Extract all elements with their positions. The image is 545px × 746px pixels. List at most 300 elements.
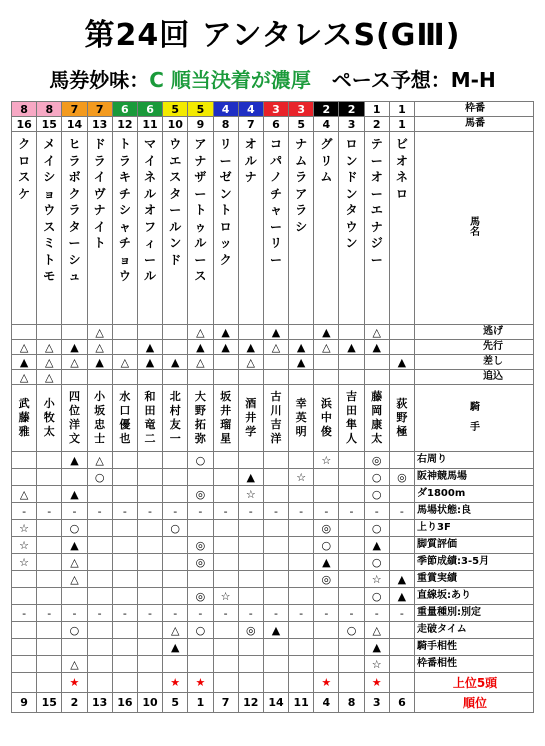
rank-cell: 8: [339, 693, 364, 713]
sashi-mark: ▲: [87, 355, 112, 370]
factor-mark: [263, 452, 288, 469]
waku-cell: 8: [12, 102, 37, 117]
waku-cell: 3: [289, 102, 314, 117]
factor-mark: [339, 520, 364, 537]
factor-mark: [137, 656, 162, 673]
sashi-mark: △: [238, 355, 263, 370]
horse-name: メ イ シ ョ ウ ス ミ ト モ: [43, 137, 56, 283]
factor-mark: [389, 622, 414, 639]
factor-mark: [137, 469, 162, 486]
factor-mark: [87, 588, 112, 605]
factor-mark: [289, 656, 314, 673]
oikomi-mark: [263, 370, 288, 385]
factor-mark: [163, 656, 188, 673]
factor-mark: [289, 554, 314, 571]
rank-cell: 4: [314, 693, 339, 713]
waku-cell: 5: [163, 102, 188, 117]
top5-star: ★: [163, 673, 188, 693]
factor-mark: [389, 656, 414, 673]
factor-mark: ◎: [188, 486, 213, 503]
sashi-mark: ▲: [289, 355, 314, 370]
factor-label: 枠番相性: [415, 656, 534, 673]
horse-name: ヒ ラ ボ ク ラ タ ー シ ュ: [68, 137, 81, 283]
factor-mark: -: [213, 503, 238, 520]
factor-mark: △: [62, 554, 87, 571]
waku-cell: 4: [238, 102, 263, 117]
horse-name: ナ ム ラ ア ラ シ: [295, 137, 308, 234]
factor-mark: ◎: [188, 554, 213, 571]
nige-mark: [389, 325, 414, 340]
sashi-mark: [314, 355, 339, 370]
factor-mark: [112, 656, 137, 673]
factor-mark: ○: [364, 588, 389, 605]
horse-name: オ ル ナ: [244, 137, 257, 184]
factor-mark: [12, 571, 37, 588]
senko-mark: ▲: [62, 340, 87, 355]
senko-mark: △: [12, 340, 37, 355]
factor-mark: ○: [314, 537, 339, 554]
rank-cell: 12: [238, 693, 263, 713]
horse-name: グ リ ム: [320, 137, 333, 184]
umaban-cell: 4: [314, 117, 339, 132]
factor-label: 走破タイム: [415, 622, 534, 639]
horse-name: ド ラ イ ヴ ナ イ ト: [93, 137, 106, 250]
factor-mark: -: [37, 503, 62, 520]
factor-mark: -: [62, 605, 87, 622]
nige-mark: [112, 325, 137, 340]
factor-mark: -: [12, 605, 37, 622]
factor-mark: [188, 469, 213, 486]
factor-mark: -: [37, 605, 62, 622]
rank-cell: 9: [12, 693, 37, 713]
senko-mark: △: [263, 340, 288, 355]
factor-mark: [112, 588, 137, 605]
factor-mark: [137, 622, 162, 639]
factor-mark: ▲: [364, 537, 389, 554]
factor-mark: [87, 622, 112, 639]
factor-mark: [238, 571, 263, 588]
senko-mark: △: [314, 340, 339, 355]
factor-mark: [263, 537, 288, 554]
sashi-mark: △: [37, 355, 62, 370]
jockey-name: 水 口 優 也: [119, 390, 131, 445]
factor-mark: -: [112, 605, 137, 622]
factor-mark: [238, 554, 263, 571]
factor-mark: [314, 656, 339, 673]
senko-mark: ▲: [339, 340, 364, 355]
oikomi-label: 追込: [415, 370, 534, 385]
factor-mark: -: [137, 503, 162, 520]
horse-name: ウ エ ス タ ー ル ン ド: [169, 137, 182, 267]
sashi-mark: [364, 355, 389, 370]
oikomi-mark: [137, 370, 162, 385]
factor-mark: [37, 571, 62, 588]
factor-mark: ◎: [389, 469, 414, 486]
waku-cell: 1: [389, 102, 414, 117]
factor-row-5: [12, 537, 534, 554]
factor-mark: [238, 452, 263, 469]
senko-mark: ▲: [289, 340, 314, 355]
rank-cell: 13: [87, 693, 112, 713]
oikomi-mark: [238, 370, 263, 385]
factor-mark: -: [188, 605, 213, 622]
senko-mark: ▲: [238, 340, 263, 355]
factor-mark: ☆: [314, 452, 339, 469]
factor-mark: [37, 656, 62, 673]
horse-name-row: [12, 132, 534, 325]
factor-label: 阪神競馬場: [415, 469, 534, 486]
waku-cell: 4: [213, 102, 238, 117]
factor-mark: -: [87, 605, 112, 622]
factor-mark: △: [87, 452, 112, 469]
nige-label: 逃げ: [415, 325, 534, 340]
factor-mark: ◎: [314, 520, 339, 537]
rank-cell: 3: [364, 693, 389, 713]
factor-mark: [87, 486, 112, 503]
factor-mark: ▲: [314, 554, 339, 571]
top5-star: [339, 673, 364, 693]
factor-mark: [289, 537, 314, 554]
factor-mark: [314, 639, 339, 656]
factor-mark: [213, 486, 238, 503]
umaban-label: 馬番: [415, 117, 534, 132]
factor-mark: △: [12, 486, 37, 503]
factor-mark: [137, 452, 162, 469]
rank-cell: 1: [188, 693, 213, 713]
factor-mark: [188, 520, 213, 537]
oikomi-mark: [314, 370, 339, 385]
horse-name: リ ー ゼ ン ト ロ ッ ク: [219, 137, 232, 267]
oikomi-mark: [87, 370, 112, 385]
umaban-cell: 7: [238, 117, 263, 132]
factor-mark: ○: [364, 469, 389, 486]
nige-mark: [62, 325, 87, 340]
factor-mark: [163, 588, 188, 605]
sashi-mark: ▲: [137, 355, 162, 370]
factor-mark: [62, 469, 87, 486]
factor-mark: [112, 537, 137, 554]
jockey-name: 浜 中 俊: [320, 397, 332, 438]
senko-mark: [389, 340, 414, 355]
factor-mark: -: [314, 605, 339, 622]
waku-cell: 8: [37, 102, 62, 117]
oikomi-row: [12, 370, 534, 385]
factor-mark: ◎: [314, 571, 339, 588]
factor-mark: [389, 554, 414, 571]
factor-mark: ▲: [62, 486, 87, 503]
jockey-name: 和 田 竜 二: [144, 390, 156, 445]
factor-label: 上り3F: [415, 520, 534, 537]
factor-row-10: [12, 622, 534, 639]
factor-mark: ◎: [238, 622, 263, 639]
top5-row: [12, 673, 534, 693]
horse-name: ト ラ キ チ シ ャ チ ョ ウ: [118, 137, 131, 283]
factor-mark: △: [364, 622, 389, 639]
factor-mark: ◎: [188, 588, 213, 605]
sashi-mark: △: [62, 355, 87, 370]
horse-name: マ イ ネ ル オ フ ィ ー ル: [144, 137, 157, 283]
factor-mark: [314, 486, 339, 503]
nige-row: [12, 325, 534, 340]
factor-mark: ▲: [62, 452, 87, 469]
factor-label: 重賞実績: [415, 571, 534, 588]
waku-cell: 1: [364, 102, 389, 117]
factor-mark: [163, 537, 188, 554]
factor-mark: -: [389, 503, 414, 520]
umaban-cell: 12: [112, 117, 137, 132]
waku-row: [12, 102, 534, 117]
factor-row-0: [12, 452, 534, 469]
factor-mark: [12, 639, 37, 656]
factor-mark: [314, 469, 339, 486]
factor-mark: ○: [364, 554, 389, 571]
factor-label: 重量種別:別定: [415, 605, 534, 622]
top5-star: ★: [62, 673, 87, 693]
factor-mark: -: [12, 503, 37, 520]
rank-cell: 15: [37, 693, 62, 713]
factor-label: 脚質評価: [415, 537, 534, 554]
factor-label: 右周り: [415, 452, 534, 469]
factor-mark: ▲: [163, 639, 188, 656]
factor-mark: -: [263, 503, 288, 520]
horse-name: ア ナ ザ ー ト ゥ ル ー ス: [194, 137, 207, 283]
factor-row-6: [12, 554, 534, 571]
horse-name: コ パ ノ チ ャ ー リ ー: [269, 137, 282, 267]
factor-mark: [389, 520, 414, 537]
factor-mark: [389, 537, 414, 554]
umaban-cell: 10: [163, 117, 188, 132]
horse-name: テ ー オ ー エ ナ ジ ー: [370, 137, 383, 267]
rank-cell: 11: [289, 693, 314, 713]
top5-star: [37, 673, 62, 693]
factor-mark: [213, 622, 238, 639]
factor-mark: [289, 588, 314, 605]
top5-star: ★: [188, 673, 213, 693]
factor-mark: ▲: [389, 588, 414, 605]
factor-mark: [87, 656, 112, 673]
factor-mark: -: [238, 503, 263, 520]
waku-cell: 7: [62, 102, 87, 117]
factor-mark: [12, 452, 37, 469]
sashi-mark: ▲: [163, 355, 188, 370]
factor-row-1: [12, 469, 534, 486]
top5-star: [263, 673, 288, 693]
factor-mark: ○: [62, 520, 87, 537]
value-grade: C 順当決着が濃厚: [149, 68, 311, 92]
factor-mark: [314, 588, 339, 605]
waku-cell: 2: [314, 102, 339, 117]
jockey-name: 北 村 友 一: [169, 390, 181, 445]
factor-mark: -: [188, 503, 213, 520]
jockey-name: 吉 田 隼 人: [346, 390, 358, 445]
factor-mark: △: [163, 622, 188, 639]
factor-mark: [87, 554, 112, 571]
sashi-mark: △: [188, 355, 213, 370]
umaban-cell: 16: [12, 117, 37, 132]
waku-cell: 7: [87, 102, 112, 117]
jockey-label: 騎 手: [415, 385, 534, 452]
factor-mark: ☆: [12, 554, 37, 571]
jockey-name: 古 川 吉 洋: [270, 390, 282, 445]
factor-mark: [163, 469, 188, 486]
factor-mark: -: [213, 605, 238, 622]
factor-mark: ○: [87, 469, 112, 486]
factor-mark: [37, 452, 62, 469]
factor-mark: -: [62, 503, 87, 520]
factor-mark: [238, 537, 263, 554]
top5-star: ★: [314, 673, 339, 693]
factor-mark: [37, 554, 62, 571]
top5-star: [137, 673, 162, 693]
factor-mark: ▲: [263, 622, 288, 639]
factor-mark: -: [263, 605, 288, 622]
race-table: [11, 101, 534, 713]
top5-star: [87, 673, 112, 693]
factor-mark: [37, 622, 62, 639]
factor-mark: ▲: [364, 639, 389, 656]
factor-mark: [263, 571, 288, 588]
factor-mark: [62, 588, 87, 605]
top5-star: [213, 673, 238, 693]
horse-name: ロ ン ド ン タ ウ ン: [345, 137, 358, 250]
factor-mark: -: [163, 605, 188, 622]
factor-row-12: [12, 656, 534, 673]
factor-mark: [263, 486, 288, 503]
factor-mark: -: [112, 503, 137, 520]
factor-mark: [37, 520, 62, 537]
umaban-cell: 2: [364, 117, 389, 132]
factor-mark: [213, 554, 238, 571]
factor-mark: [112, 486, 137, 503]
factor-mark: ◎: [364, 452, 389, 469]
oikomi-mark: [213, 370, 238, 385]
umaban-cell: 14: [62, 117, 87, 132]
senko-mark: △: [87, 340, 112, 355]
rank-label: 順位: [415, 693, 534, 713]
factor-mark: [12, 656, 37, 673]
umaban-cell: 11: [137, 117, 162, 132]
factor-mark: [263, 639, 288, 656]
oikomi-mark: △: [37, 370, 62, 385]
factor-mark: [263, 520, 288, 537]
factor-label: 直線坂:あり: [415, 588, 534, 605]
factor-mark: [37, 588, 62, 605]
factor-mark: -: [163, 503, 188, 520]
horse-name: ビ オ ネ ロ: [395, 137, 408, 201]
nige-mark: [238, 325, 263, 340]
factor-mark: ○: [364, 520, 389, 537]
umaban-cell: 15: [37, 117, 62, 132]
sashi-mark: ▲: [12, 355, 37, 370]
oikomi-mark: [112, 370, 137, 385]
factor-mark: △: [62, 571, 87, 588]
factor-mark: [238, 656, 263, 673]
rank-cell: 7: [213, 693, 238, 713]
factor-mark: [263, 588, 288, 605]
waku-label: 枠番: [415, 102, 534, 117]
umaban-cell: 8: [213, 117, 238, 132]
factor-mark: -: [389, 605, 414, 622]
factor-mark: ▲: [389, 571, 414, 588]
horse-label: 馬 名: [415, 132, 534, 325]
waku-cell: 6: [112, 102, 137, 117]
oikomi-mark: [339, 370, 364, 385]
factor-mark: [112, 520, 137, 537]
factor-row-11: [12, 639, 534, 656]
factor-mark: [213, 520, 238, 537]
factor-mark: [87, 639, 112, 656]
waku-cell: 2: [339, 102, 364, 117]
senko-mark: ▲: [137, 340, 162, 355]
sashi-mark: △: [112, 355, 137, 370]
sashi-mark: [339, 355, 364, 370]
waku-cell: 6: [137, 102, 162, 117]
factor-mark: [112, 622, 137, 639]
factor-mark: [137, 520, 162, 537]
factor-mark: [213, 571, 238, 588]
factor-mark: [238, 520, 263, 537]
nige-mark: [37, 325, 62, 340]
top5-star: [12, 673, 37, 693]
factor-label: ダ1800m: [415, 486, 534, 503]
factor-mark: [314, 622, 339, 639]
nige-mark: [289, 325, 314, 340]
factor-mark: -: [339, 503, 364, 520]
factor-mark: [289, 571, 314, 588]
factor-mark: [339, 656, 364, 673]
factor-mark: [339, 639, 364, 656]
factor-label: 季節成績:3-5月: [415, 554, 534, 571]
jockey-name: 藤 岡 康 太: [371, 390, 383, 445]
factor-mark: ○: [364, 486, 389, 503]
factor-mark: [289, 520, 314, 537]
senko-mark: [163, 340, 188, 355]
factor-mark: [12, 588, 37, 605]
factor-mark: -: [314, 503, 339, 520]
factor-mark: [163, 554, 188, 571]
jockey-name: 四 位 洋 文: [68, 390, 80, 445]
factor-mark: ○: [188, 452, 213, 469]
factor-mark: [112, 469, 137, 486]
factor-mark: [137, 486, 162, 503]
factor-mark: [137, 571, 162, 588]
page-title: 第24回 アンタレスS(GⅢ): [84, 18, 461, 53]
factor-mark: ☆: [364, 656, 389, 673]
nige-mark: △: [364, 325, 389, 340]
factor-mark: [238, 588, 263, 605]
rank-cell: 2: [62, 693, 87, 713]
factor-mark: [263, 656, 288, 673]
senko-mark: ▲: [188, 340, 213, 355]
factor-mark: ○: [188, 622, 213, 639]
factor-mark: [87, 537, 112, 554]
factor-mark: [339, 571, 364, 588]
factor-mark: [339, 554, 364, 571]
factor-mark: [188, 571, 213, 588]
sashi-mark: ▲: [389, 355, 414, 370]
nige-mark: ▲: [213, 325, 238, 340]
senko-label: 先行: [415, 340, 534, 355]
oikomi-mark: [289, 370, 314, 385]
nige-mark: [339, 325, 364, 340]
factor-mark: [289, 622, 314, 639]
umaban-cell: 5: [289, 117, 314, 132]
factor-mark: ☆: [364, 571, 389, 588]
factor-mark: [389, 452, 414, 469]
factor-mark: [87, 520, 112, 537]
factor-row-9: [12, 605, 534, 622]
jockey-name: 小 坂 忠 士: [94, 390, 106, 445]
